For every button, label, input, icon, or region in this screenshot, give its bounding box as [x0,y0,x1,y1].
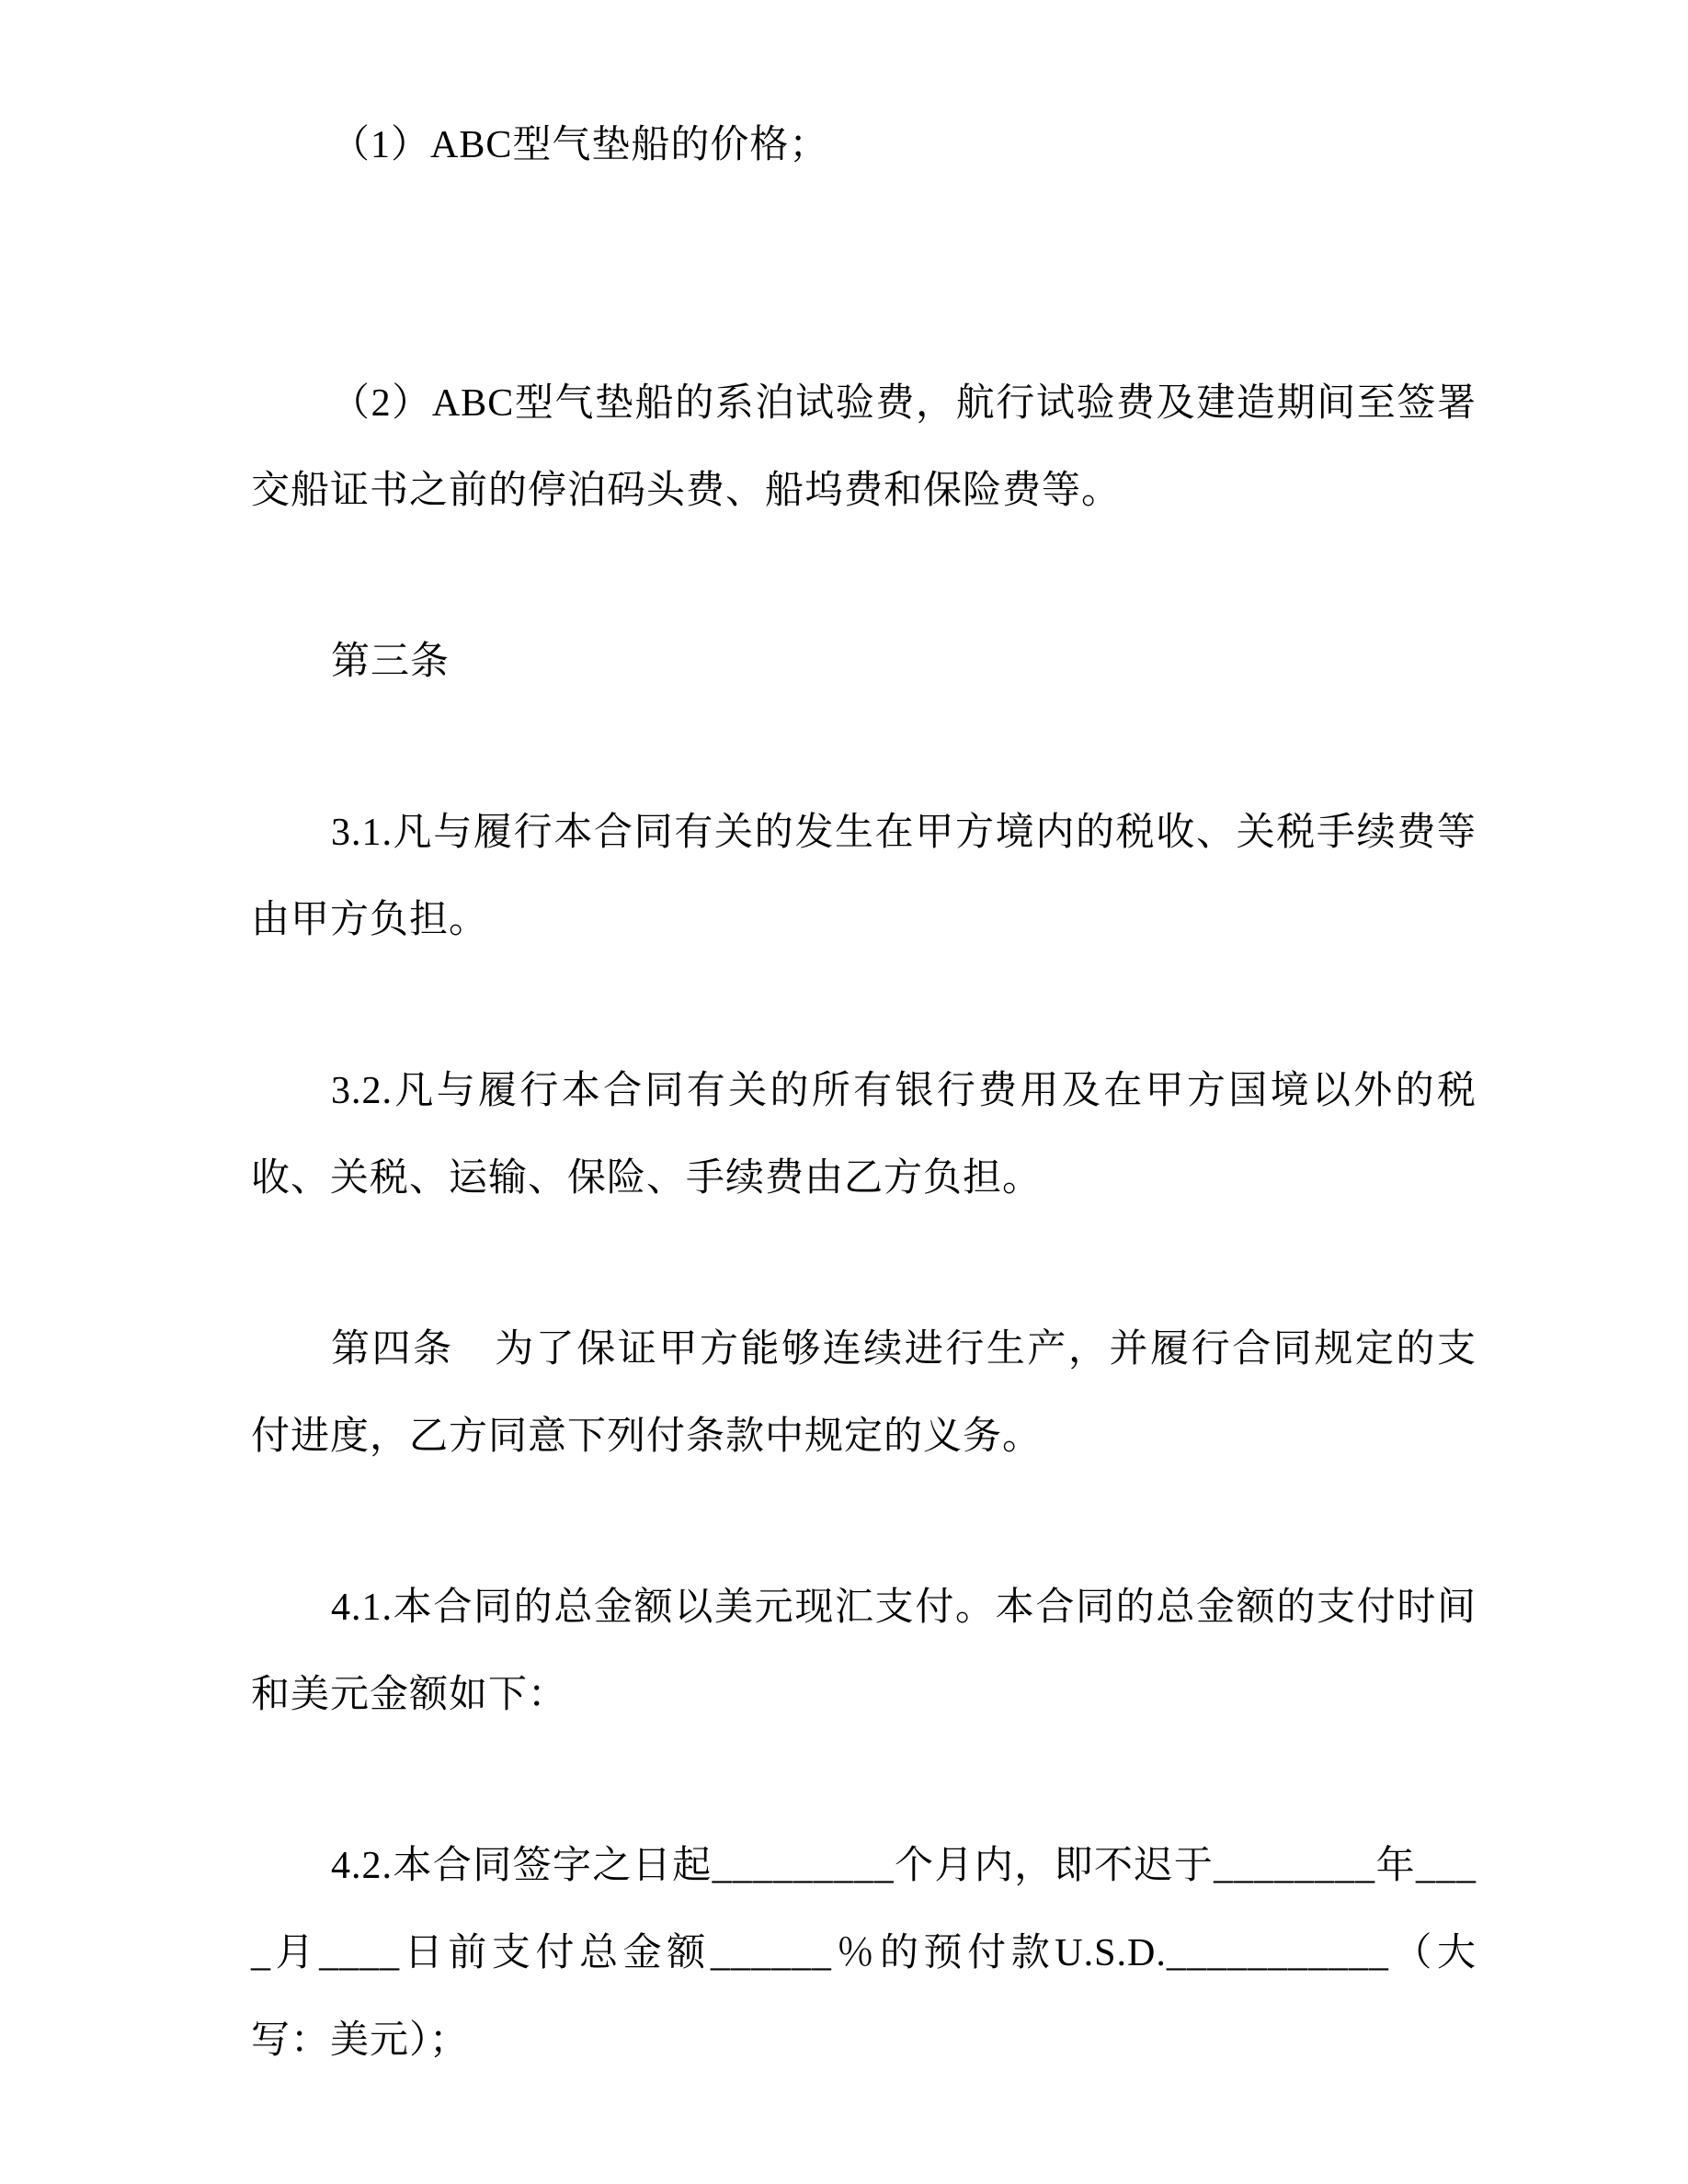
paragraph-price-item-1: （1）ABC型气垫船的价格； [331,124,829,166]
paragraph-clause-3-2: 3.2.凡与履行本合同有关的所有银行费用及在甲方国境以外的税收、关税、运输、保险、手续费由乙方负担。 [251,1070,1477,1200]
paragraph-clause-4-2: 4.2.本合同签字之日起_________个月内，即不迟于________年____月____日前支付总金额______％的预付款U.S.D.___________（大写：美元）； [251,1845,1477,2062]
paragraph-clause-4-1: 4.1.本合同的总金额以美元现汇支付。本合同的总金额的支付时间和美元金额如下： [251,1587,1477,1716]
article-3-heading: 第三条 [331,641,451,683]
paragraph-article-4-clause: 第四条 为了保证甲方能够连续进行生产，并履行合同规定的支付进度，乙方同意下列付条款中规定的义务。 [251,1328,1477,1458]
paragraph-price-item-2: （2）ABC型气垫船的系泊试验费，航行试验费及建造期间至签署交船证书之前的停泊码头费、船坞费和保险费等。 [251,382,1477,512]
paragraph-clause-3-1: 3.1.凡与履行本合同有关的发生在甲方境内的税收、关税手续费等由甲方负担。 [251,812,1477,941]
